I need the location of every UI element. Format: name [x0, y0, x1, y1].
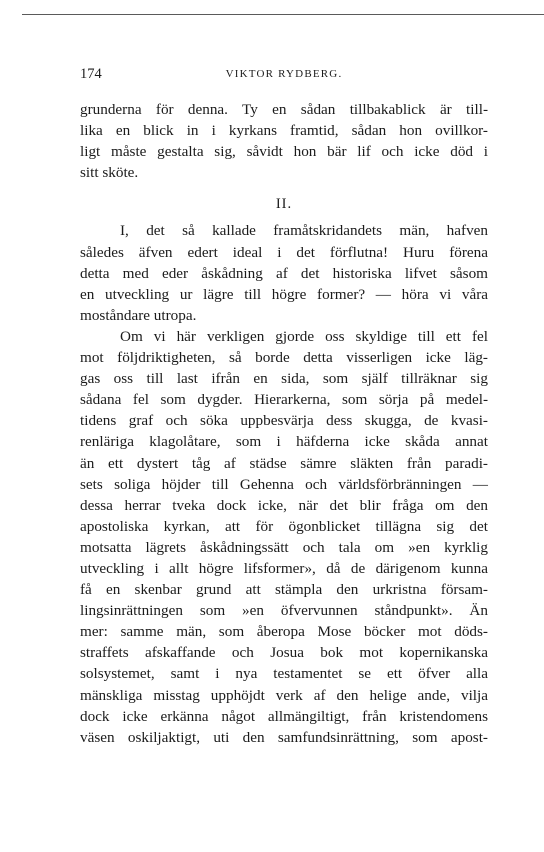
- running-title: VIKTOR RYDBERG.: [225, 68, 343, 80]
- text-line: dock icke erkänna något allmängiltigt, från kristendomens: [80, 707, 488, 725]
- paragraph-2: [80, 220, 488, 325]
- text-line: lingsinrättningen som »en öfvervunnen ståndpunkt». Än: [80, 602, 488, 620]
- text-line: tidens graf och söka uppbesvärja dess skugga, de kvasi-: [80, 412, 488, 430]
- page-number: 174: [80, 66, 102, 82]
- text-line: få en skenbar grund att stämpla den urkristna försam-: [80, 581, 488, 599]
- section-heading: II.: [275, 196, 293, 213]
- text-line: således äfven edert ideal i det förflutna! Huru förena: [80, 243, 488, 261]
- text-line: lika en blick in i kyrkans framtid, sådan hon ovillkor-: [80, 122, 488, 140]
- text-line: sets soliga höjder till Gehenna och världsförbränningen —: [80, 475, 488, 493]
- text-line: Om vi här verkligen gjorde oss skyldige till ett fel: [120, 327, 488, 345]
- text-line: än ett dystert tåg af städse sämre släkten från paradi-: [80, 454, 488, 472]
- text-line: motsatta lägrets åskådningssätt och tala om »en kyrklig: [80, 538, 488, 556]
- paragraph-3: [80, 326, 488, 748]
- text-line: sitt sköte.: [80, 164, 139, 182]
- body-text: [80, 99, 488, 748]
- text-line: grunderna för denna. Ty en sådan tillbakablick är till-: [80, 101, 488, 118]
- text-line: gas oss till last ifrån en sida, som själf tillräknar sig: [80, 370, 488, 388]
- text-line: ligt måste gestalta sig, såvidt hon bär lif och icke död i: [80, 143, 488, 161]
- text-line: solsystemet, samt i nya testamentet se ett öfver alla: [80, 665, 488, 683]
- text-line: en utveckling ur lägre till högre former? — höra vi våra: [80, 285, 488, 303]
- text-line: väsen oskiljaktigt, uti den samfundsinrättning, som apost-: [80, 728, 488, 746]
- paragraph-1: [80, 99, 488, 183]
- text-line: mot följdriktigheten, så borde detta visserligen icke läg-: [80, 349, 488, 367]
- text-line: mer: samme män, som åberopa Mose böcker mot döds-: [80, 623, 488, 641]
- page-header: [80, 66, 488, 86]
- text-line: moståndare utropa.: [80, 306, 197, 324]
- text-line: mänskliga misstag upphöjdt verk af den helige ande, vilja: [80, 686, 488, 704]
- text-line: sådana fel som dygder. Hierarkerna, som sörja på medel-: [80, 391, 488, 409]
- text-line: dessa herrar tveka dock icke, när det blir fråga om den: [80, 496, 488, 514]
- text-line: detta med eder åskådning af det historiska lifvet såsom: [80, 264, 488, 282]
- text-line: I, det så kallade framåtskridandets män, hafven: [120, 222, 488, 240]
- text-line: utveckling i allt högre lifsformer», då de därigenom kunna: [80, 559, 488, 577]
- top-rule: [22, 14, 544, 15]
- text-line: renläriga klagolåtare, som i häfderna icke skåda annat: [80, 433, 488, 451]
- text-line: apostoliska kyrkan, att för ögonblicket tillägna sig det: [80, 517, 488, 535]
- text-line: straffets afskaffande och Josua bok mot kopernikanska: [80, 644, 488, 662]
- spacer: [80, 183, 488, 194]
